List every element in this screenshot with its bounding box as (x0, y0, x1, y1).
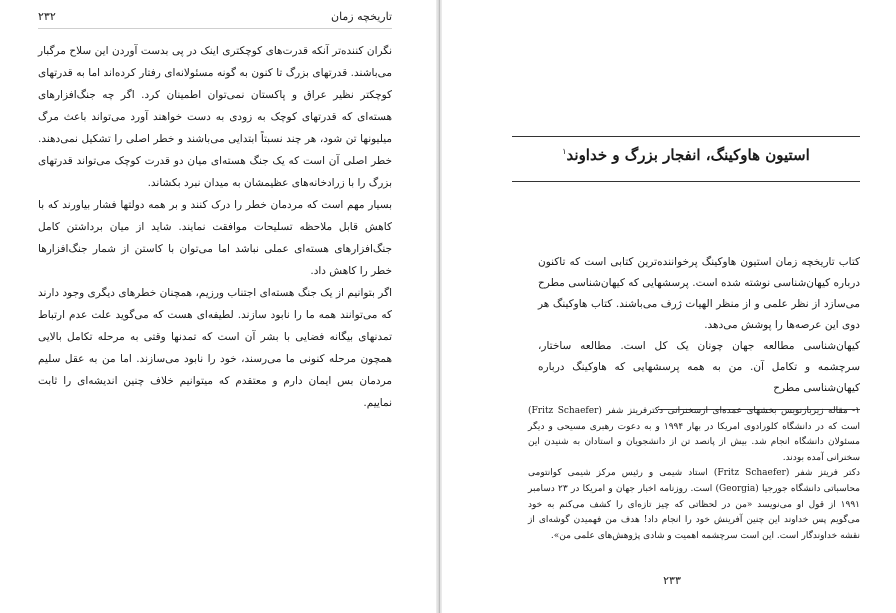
header-rule (38, 28, 392, 29)
intro-text (538, 252, 860, 399)
running-head (38, 10, 392, 28)
paragraph: کتاب تاریخچه زمان استیون هاوکینگ پرخواننده‌ترین کتابی است که تاکنون درباره کیهان‌شناسی نوشته شده است. پرسشهایی که کیهان‌شناسی مطرح می‌سازد از نظر علمی و از منظر الهیات ژرف می‌باشند. کتاب هاوکینگ هر دوی این عرصه‌ها را پوشش می‌دهد. (538, 256, 860, 331)
footnote: دکتر فریتز شفر (Fritz Schaefer) استاد شیمی و رئیس مرکز شیمی کوانتومی محاسباتی دانشگاه جورجیا (Georgia) است. روزنامه اخبار جهان و امریکا در ۲۳ دسامبر ۱۹۹۱ از قول او می‌نویسد «من در لحظاتی که چیز تازه‌ای را کشف می‌کنم به خود می‌گویم پس خداوند این چنین آفرینش خود را انجام داد! هدف من فهمیدن گوشه‌ای از نقشه خداوندگار است. این است سرچشمه اهمیت و شادی پژوهش‌های علمی من». (528, 468, 860, 541)
left-page (0, 0, 436, 613)
spine-divider (439, 0, 440, 613)
page-number-left: ۲۳۲ (38, 10, 56, 23)
paragraph: اگر بتوانیم از یک جنگ هسته‌ای اجتناب ورزیم، همچنان خطرهای دیگری وجود دارند که می‌توانند همه ما را نابود سازند. لطیفه‌ای هست که می‌گوید علت عدم ارتباط تمدنهای بیگانه فضایی با بشر آن است که تمدنها وقتی به مرحله تکامل بالایی همچون مرحله کنونی ما می‌رسند، خود را نابود می‌سازند. اما من به عقل سلیم مردمان بس ایمان دارم و معتقدم که میتوانیم خلاف چنین اندیشه‌ای را ثابت نماییم. (38, 287, 392, 409)
footnote: ۱- مقاله زیربازنویس بخشهای عمده‌ای ازسخنرانی دکترفریتز شفر (Fritz Schaefer) است که در دانشگاه کلورادوی امریکا در بهار ۱۹۹۴ و به دعوت رهبری مسیحی و دیگر مسئولان دانشگاه انجام شد. بیش از پانصد تن از دانشجویان و استادان به شنیدن این سخنرانی آمده بودند. (528, 406, 860, 463)
footnotes (528, 404, 860, 544)
paragraph: کیهان‌شناسی مطالعه جهان چونان یک کل است. مطالعه ساختار، سرچشمه و تکامل آن. من به همه پرسشهایی که هاوکینگ درباره کیهان‌شناسی مطرح (538, 340, 860, 394)
body-text (38, 40, 392, 414)
paragraph: نگران کننده‌تر آنکه قدرت‌های کوچکتری اینک در پی بدست آوردن این سلاح مرگبار می‌باشند. قدرتهای بزرگ تا کنون به گونه مسئولانه‌ای رفتار کرده‌اند اما به قدرتهای کوچکتر نظیر عراق و پاکستان نمی‌توان اطمینان کرد. اگر چه جنگ‌افزارهای هسته‌ای که قدرتهای کوچک به زودی به دست خواهند آورد می‌تواند باعث مرگ میلیونها تن شود، هر چند نسبتاً ابتدایی می‌باشند و خطر اصلی را تشکیل نمی‌دهند. خطر اصلی آن است که یک جنگ هسته‌ای میان دو قدرت کوچک می‌تواند قدرتهای بزرگ را با زرادخانه‌های عظیمشان به میدان نبرد بکشاند. (38, 45, 392, 189)
chapter-title-note: ۱ (562, 147, 567, 156)
chapter-title (512, 146, 860, 164)
right-page (442, 0, 896, 613)
page-number-right: ۲۳۳ (663, 574, 681, 587)
chapter-title-text: استیون هاوکینگ، انفجار بزرگ و خداوند (566, 146, 810, 164)
paragraph: بسیار مهم است که مردمان خطر را درک کنند و بر همه دولتها فشار بیاورند که با کاهش قابل ملاحظه تسلیحات موافقت نمایند. شاید از میان برداشتن کامل جنگ‌افزارهای هسته‌ای عملی نباشد اما می‌توان با کاستن از شمار جنگ‌افزارها خطر را کاهش داد. (38, 199, 392, 277)
running-title: تاریخچه زمان (330, 10, 392, 23)
